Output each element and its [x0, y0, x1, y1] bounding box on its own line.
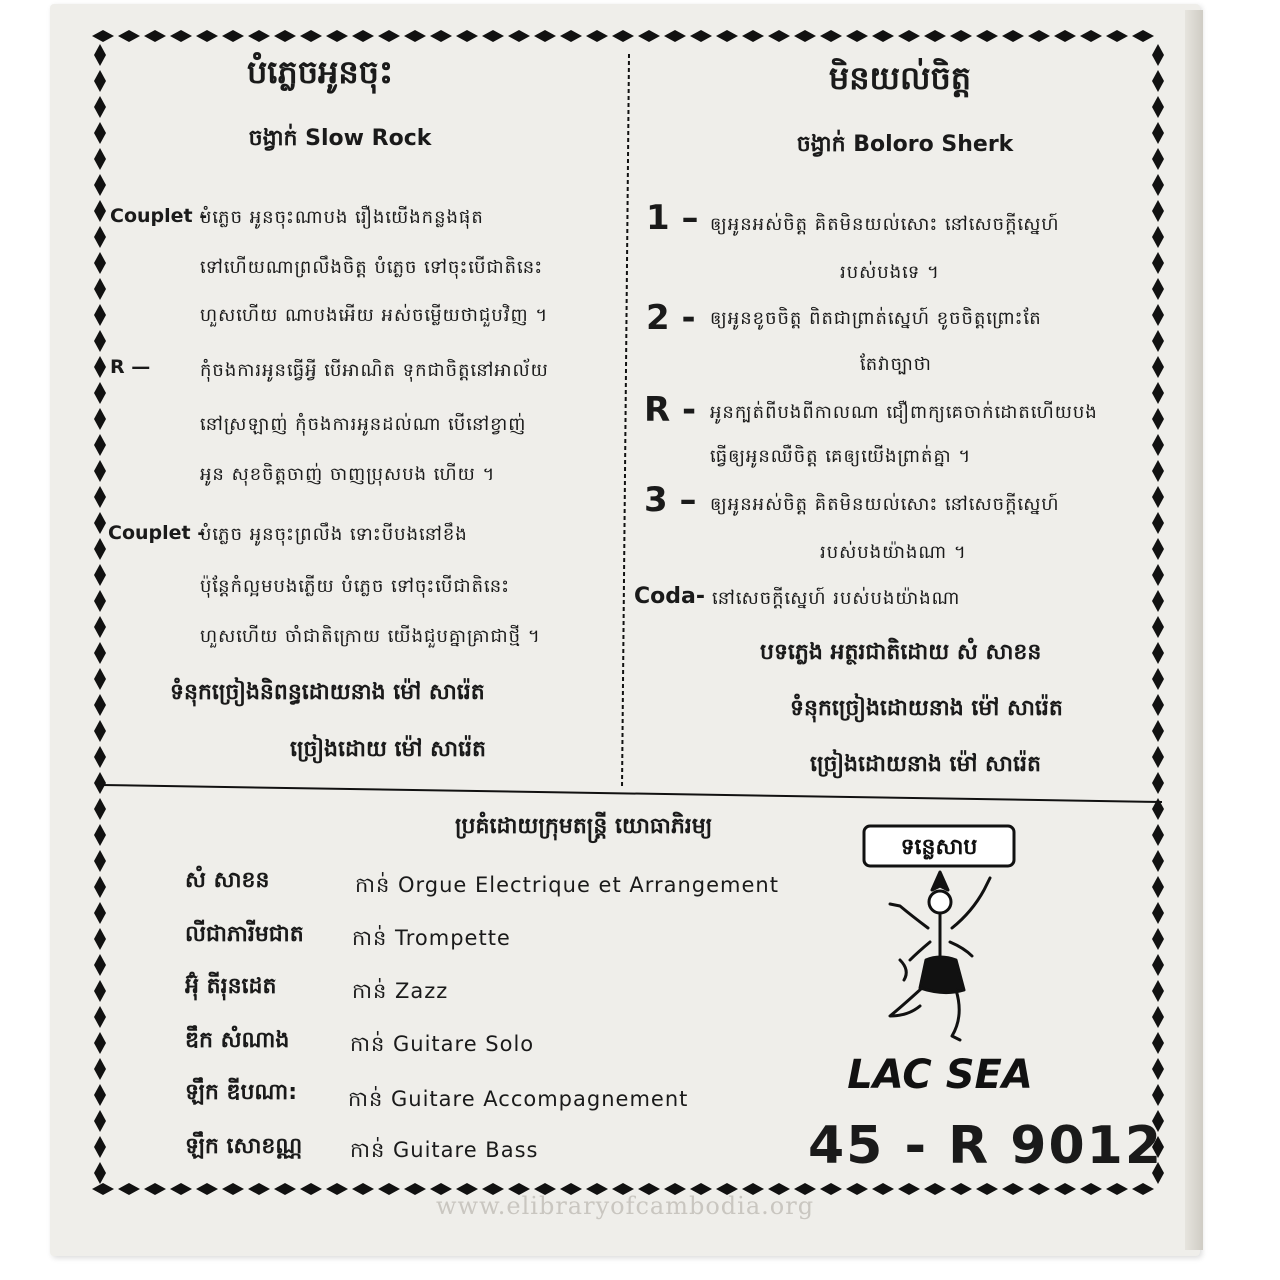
lyric-line: អូន សុខចិត្តចាញ់ ចាញប្រុសបង ហើយ ។ — [200, 464, 496, 485]
lyric-line: ឲ្យអូនខូចចិត្ត ពិតជាព្រាត់ស្នេហ៍ ខូចចិត្តព្រោះតែ — [710, 308, 1042, 329]
sleeve-edge — [1185, 10, 1203, 1250]
border-diamond — [94, 590, 106, 612]
border-diamond — [976, 1183, 998, 1195]
border-diamond — [1054, 30, 1076, 42]
border-diamond — [1152, 174, 1164, 196]
lyric-line: បំភ្លេច អូនចុះព្រលឹង ទោះបីបងនៅខឹង — [200, 524, 468, 545]
border-diamond — [1152, 720, 1164, 742]
border-diamond — [94, 954, 106, 976]
border-diamond — [950, 1183, 972, 1195]
border-diamond — [1152, 512, 1164, 534]
border-diamond — [976, 30, 998, 42]
border-diamond — [768, 30, 790, 42]
border-diamond — [898, 1183, 920, 1195]
border-diamond — [1152, 486, 1164, 508]
right-section-label: 2 - — [646, 298, 696, 338]
border-diamond — [274, 1183, 296, 1195]
right-section-label: R - — [644, 390, 697, 430]
border-diamond — [92, 30, 114, 42]
lyric-line: កុំចងការអូនធ្វើអ្វី បើអាណិត ទុកជាចិត្តនៅអាល័យ — [200, 360, 549, 381]
border-diamond — [846, 30, 868, 42]
band-member-role: កាន់ Zazz — [352, 979, 449, 1003]
border-diamond — [1152, 148, 1164, 170]
border-diamond — [1152, 382, 1164, 404]
band-member-role: កាន់ Orgue Electrique et Arrangement — [355, 873, 779, 897]
band-member-name: ឌឹក សំណាង — [185, 1028, 290, 1053]
border-diamond — [1152, 980, 1164, 1002]
border-diamond — [94, 564, 106, 586]
border-diamond — [820, 1183, 842, 1195]
border-diamond — [404, 30, 426, 42]
left-section-label: Couplet - — [108, 522, 206, 544]
border-diamond — [638, 30, 660, 42]
band-member-role: កាន់ Guitare Bass — [350, 1138, 539, 1162]
left-song-title: បំភ្លេចអូនចុះ — [246, 53, 394, 91]
section-divider — [102, 785, 1162, 802]
right-singer-credit: ច្រៀងដោយនាង ម៉ៅ សារ៉េត — [810, 752, 1041, 777]
border-diamond — [1002, 30, 1024, 42]
border-diamond — [1152, 226, 1164, 248]
border-diamond — [1152, 668, 1164, 690]
border-diamond — [404, 1183, 426, 1195]
border-diamond — [1152, 252, 1164, 274]
border-diamond — [924, 30, 946, 42]
border-diamond — [1106, 1183, 1128, 1195]
border-diamond — [560, 30, 582, 42]
border-diamond — [1152, 330, 1164, 352]
border-diamond — [94, 694, 106, 716]
border-diamond — [872, 30, 894, 42]
border-diamond — [1152, 850, 1164, 872]
lyric-line: អូនក្បត់ពីបងពីកាលណា ជឿពាក្យគេចាក់ដោតហើយបង — [710, 402, 1098, 423]
border-diamond — [1080, 1183, 1102, 1195]
border-diamond — [1152, 902, 1164, 924]
right-section-label: Coda- — [634, 584, 705, 609]
border-diamond — [94, 798, 106, 820]
catalog-number: 45 - R 9012 — [808, 1116, 1164, 1176]
border-diamond — [1002, 1183, 1024, 1195]
border-diamond — [94, 96, 106, 118]
lyric-line: នៅសេចក្តីស្នេហ៍ របស់បងយ៉ាងណា — [712, 588, 961, 609]
border-diamond — [94, 382, 106, 404]
border-diamond — [94, 408, 106, 430]
border-diamond — [94, 1006, 106, 1028]
border-diamond — [94, 538, 106, 560]
band-member-role: កាន់ Guitare Solo — [350, 1032, 535, 1056]
border-diamond — [94, 642, 106, 664]
border-diamond — [94, 174, 106, 196]
border-diamond — [1152, 1084, 1164, 1106]
band-member-role: កាន់ Guitare Accompagnement — [348, 1087, 689, 1111]
border-diamond — [1152, 590, 1164, 612]
band-member-name: សំ សាខន — [185, 868, 270, 893]
border-diamond — [222, 1183, 244, 1195]
border-diamond — [94, 226, 106, 248]
border-diamond — [94, 1084, 106, 1106]
border-diamond — [1152, 772, 1164, 794]
border-diamond — [94, 70, 106, 92]
border-diamond — [1152, 642, 1164, 664]
border-diamond — [1152, 460, 1164, 482]
border-diamond — [664, 30, 686, 42]
border-diamond — [1054, 1183, 1076, 1195]
border-diamond — [1152, 408, 1164, 430]
border-diamond — [94, 616, 106, 638]
border-diamond — [1152, 356, 1164, 378]
border-diamond — [94, 512, 106, 534]
border-diamond — [94, 772, 106, 794]
border-diamond — [950, 30, 972, 42]
border-diamond — [1152, 278, 1164, 300]
border-diamond — [92, 1183, 114, 1195]
right-section-label: 3 – — [644, 480, 697, 520]
border-diamond — [508, 30, 530, 42]
lyric-line: ឲ្យអូនអស់ចិត្ត គិតមិនយល់សោះ នៅសេចក្តីស្នេហ៍ — [710, 214, 1060, 235]
border-diamond — [1028, 1183, 1050, 1195]
lyric-line: បំភ្លេច អូនចុះណាបង រឿងយើងកន្លងផុត — [200, 207, 484, 228]
border-diamond — [196, 1183, 218, 1195]
border-diamond — [872, 1183, 894, 1195]
border-diamond — [144, 30, 166, 42]
right-song-title: មិនយល់ចិត្ត — [828, 59, 972, 97]
border-diamond — [94, 668, 106, 690]
border-diamond — [456, 30, 478, 42]
watermark: www.elibraryofcambodia.org — [436, 1192, 815, 1220]
border-diamond — [326, 30, 348, 42]
left-singer-credit: ច្រៀងដោយ ម៉ៅ សារ៉េត — [290, 737, 487, 762]
border-diamond — [94, 1110, 106, 1132]
border-diamond — [300, 1183, 322, 1195]
border-diamond — [1152, 824, 1164, 846]
border-diamond — [170, 1183, 192, 1195]
border-diamond — [1152, 1006, 1164, 1028]
border-diamond — [430, 30, 452, 42]
border-diamond — [1152, 1032, 1164, 1054]
border-diamond — [94, 876, 106, 898]
border-diamond — [612, 30, 634, 42]
border-diamond — [1152, 122, 1164, 144]
lyric-line: នៅស្រឡាញ់ កុំចងការអូនដល់ណា បើនៅខ្វាញ់ — [200, 414, 527, 435]
logo-brand-text: LAC SEA — [847, 1052, 1033, 1098]
border-diamond — [1152, 304, 1164, 326]
border-diamond — [1080, 30, 1102, 42]
right-composer-credit: បទភ្លេង អត្ថរជាតិដោយ សំ សាខន — [760, 640, 1042, 665]
border-diamond — [94, 44, 106, 66]
border-diamond — [94, 122, 106, 144]
border-diamond — [94, 824, 106, 846]
border-diamond — [1028, 30, 1050, 42]
border-diamond — [1132, 1183, 1154, 1195]
border-diamond — [1152, 694, 1164, 716]
border-diamond — [846, 1183, 868, 1195]
border-diamond — [222, 30, 244, 42]
border-diamond — [352, 30, 374, 42]
border-diamond — [534, 30, 556, 42]
border-diamond — [1152, 746, 1164, 768]
border-diamond — [118, 30, 140, 42]
lyric-line: ឲ្យអូនអស់ចិត្ត គិតមិនយល់សោះ នៅសេចក្តីស្នេហ៍ — [710, 494, 1060, 515]
border-diamond — [1152, 954, 1164, 976]
border-diamond — [94, 252, 106, 274]
band-member-role: កាន់ Trompette — [352, 926, 511, 950]
band-member-name: ឡឹក ឌីបណា: — [185, 1080, 298, 1105]
border-diamond — [94, 746, 106, 768]
border-diamond — [94, 200, 106, 222]
border-diamond — [1152, 44, 1164, 66]
border-diamond — [1152, 96, 1164, 118]
border-diamond — [94, 1162, 106, 1184]
lac-sea-logo — [847, 820, 1033, 1100]
border-diamond — [378, 30, 400, 42]
border-diamond — [352, 1183, 374, 1195]
border-diamond — [144, 1183, 166, 1195]
border-diamond — [94, 1136, 106, 1158]
border-diamond — [274, 30, 296, 42]
border-diamond — [118, 1183, 140, 1195]
border-diamond — [716, 30, 738, 42]
lyric-line: ទៅហើយណាព្រលឹងចិត្ត បំភ្លេច ទៅចុះបើជាតិនេះ — [200, 257, 544, 278]
border-diamond — [300, 30, 322, 42]
border-diamond — [94, 1032, 106, 1054]
left-section-label: R — — [110, 356, 151, 378]
border-diamond — [820, 30, 842, 42]
border-diamond — [1152, 928, 1164, 950]
band-member-name: អ៊ុំ តីរុនដេត — [185, 974, 277, 999]
border-diamond — [586, 30, 608, 42]
border-diamond — [690, 30, 712, 42]
border-diamond — [94, 356, 106, 378]
border-diamond — [742, 30, 764, 42]
border-diamond — [94, 850, 106, 872]
border-diamond — [924, 1183, 946, 1195]
border-diamond — [94, 434, 106, 456]
border-diamond — [94, 304, 106, 326]
border-diamond — [94, 148, 106, 170]
border-diamond — [1152, 1058, 1164, 1080]
border-diamond — [1106, 30, 1128, 42]
border-diamond — [94, 928, 106, 950]
right-song-rhythm: ចង្វាក់ Boloro Sherk — [796, 132, 1014, 157]
lyric-line: ធ្វើឲ្យអូនឈឺចិត្ត គេឲ្យយើងព្រាត់គ្នា ។ — [710, 446, 972, 467]
lyric-line: ហួសហើយ ចាំជាតិក្រោយ យើងជួបគ្នាគ្រាជាថ្មី ។ — [200, 626, 541, 647]
border-diamond — [1132, 30, 1154, 42]
lyric-line: ប៉ុន្តែកំល្អមបងភ្លើយ បំភ្លេច ទៅចុះបើជាតិនេះ — [200, 576, 511, 597]
border-diamond — [1152, 876, 1164, 898]
left-lyricist-credit: ទំនុកច្រៀងនិពន្ធដោយនាង ម៉ៅ សារ៉េត — [170, 680, 485, 705]
column-divider — [622, 54, 629, 788]
border-diamond — [94, 460, 106, 482]
right-lyricist-credit: ទំនុកច្រៀងដោយនាង ម៉ៅ សារ៉េត — [790, 696, 1063, 721]
border-diamond — [1152, 70, 1164, 92]
border-diamond — [170, 30, 192, 42]
border-diamond — [94, 1058, 106, 1080]
lyric-line: តែវាច្បាថា — [860, 354, 932, 375]
band-member-name: លីជាភារីមជាត — [185, 922, 304, 947]
border-diamond — [94, 980, 106, 1002]
band-member-name: ឡឹក សោខណ្ណ — [185, 1134, 303, 1159]
border-diamond — [482, 30, 504, 42]
border-diamond — [326, 1183, 348, 1195]
left-song-rhythm: ចង្វាក់ Slow Rock — [248, 126, 432, 151]
border-diamond — [94, 720, 106, 742]
border-diamond — [1152, 200, 1164, 222]
logo-khmer-text: ទន្លេសាប — [900, 835, 978, 860]
border-diamond — [1152, 538, 1164, 560]
band-heading: ប្រគំដោយក្រុមតន្ត្រី យោធាភិរម្យ — [455, 814, 713, 839]
border-diamond — [94, 330, 106, 352]
lyric-line: របស់បងយ៉ាងណា ។ — [820, 542, 967, 563]
border-diamond — [378, 1183, 400, 1195]
left-section-label: Couplet - — [110, 205, 208, 227]
right-section-label: 1 – — [646, 198, 699, 238]
border-diamond — [248, 30, 270, 42]
apsara-dancer-icon — [890, 872, 990, 1040]
border-diamond — [898, 30, 920, 42]
lyric-line: ហួសហើយ ណាបងអើយ អស់ចម្លើយថាជួបវិញ ។ — [200, 305, 549, 326]
border-diamond — [1152, 564, 1164, 586]
border-diamond — [1152, 434, 1164, 456]
border-diamond — [196, 30, 218, 42]
border-diamond — [94, 902, 106, 924]
border-diamond — [1152, 616, 1164, 638]
border-diamond — [794, 30, 816, 42]
border-diamond — [248, 1183, 270, 1195]
lyric-line: របស់បងទេ ។ — [840, 262, 940, 283]
border-diamond — [94, 278, 106, 300]
border-diamond — [94, 486, 106, 508]
